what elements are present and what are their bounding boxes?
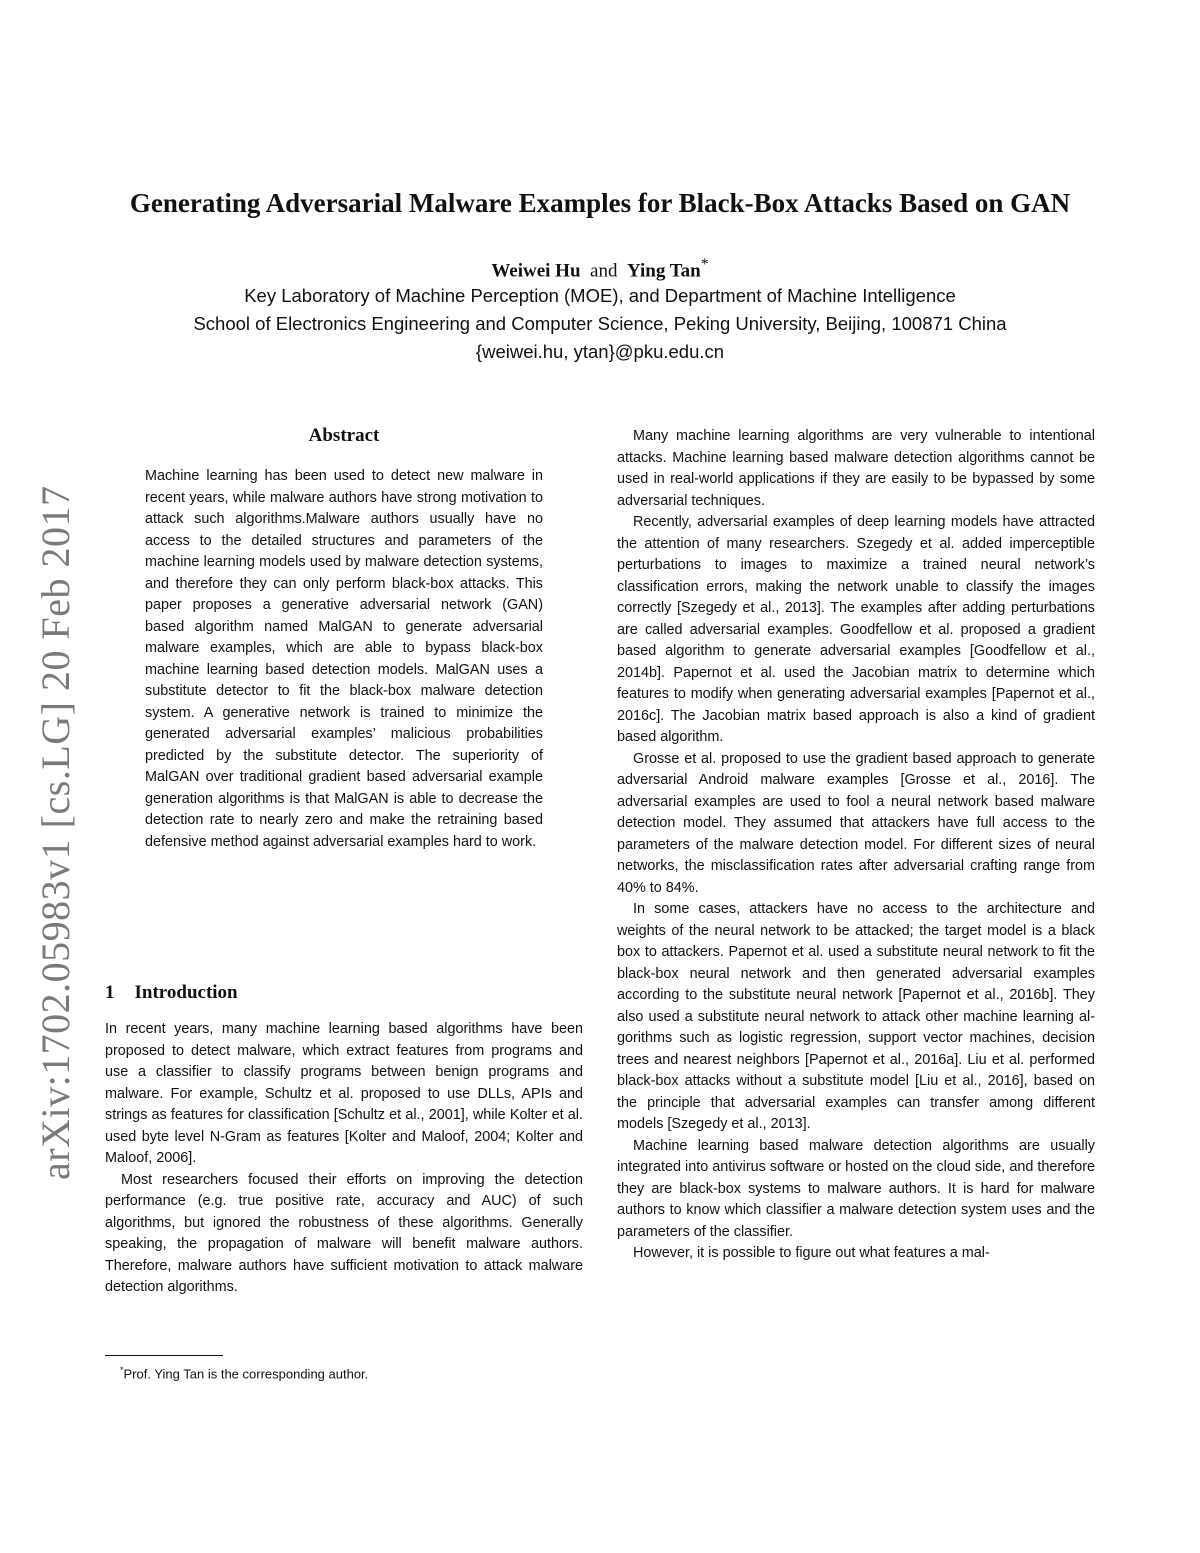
paragraph: Most researchers focused their efforts on improving the detection performance (e.g. true positive rate, accuracy and AUC) of such algorithms, but ignored the robustness of these algorithms. Generally speaking, the propagation of malware will benefit malware authors. Therefore, malware authors have sufficient motivation to attack malware detection algorithms. [105,1171,583,1295]
footnote-divider [105,1355,223,1356]
left-column-body [105,1019,583,1299]
author-name-2: Ying Tan [626,260,701,282]
paragraph: Many machine learning algorithms are very vulnerable to intentional attacks. Machine learning based malware detection algorithms cannot be used in real-world applications if they are easily to be bypassed by some adversarial techniques. [617,428,1095,509]
paragraph: Machine learning based malware detection algorithms are usually integrated into antivirus software or hosted on the cloud side, and therefore they are black-box systems to malware authors. It is hard for malware authors to know which classifier a malware detection system uses and the parameters of the classifier. [617,1137,1095,1240]
paragraph: Recently, adversarial examples of deep learning models have attracted the attention of many researchers. Szegedy et al. added imperceptible perturbations to images to maximize a trained neural network’s classification errors, making the network unable to classify the images correctly [Szegedy et al., 2013]. The examples after adding perturbations are called adversarial examples. Goodfellow et al. proposed a gradient based algorithm to generate adversarial examples [Goodfellow et al., 2014b]. Papernot et al. used the Jacobian matrix to determine which features to modify when generating adversarial examples [Papernot et al., 2016c]. The Jacobian matrix based approach is also a kind of gradient based algorithm. [617,514,1095,745]
right-column-body [617,426,1095,1265]
paragraph: In some cases, attackers have no access to the architecture and weights of the neural network to be attacked; the target model is a black box to attackers. Papernot et al. used a substitute neural network to fit the black-box neural network and then generated adversarial examples according to the substitute neural network [Papernot et al., 2016b]. They also used a substitute neural network to attack other machine learning algorithms such as logistic regression, support vector machines, decision trees and nearest neighbors [Papernot et al., 2016a]. Liu et al. performed black-box attacks without a substitute model [Liu et al., 2016], based on the principle that adversarial examples can transfer among different models [Szegedy et al., 2013]. [617,901,1095,1132]
footnote [120,1360,368,1384]
section-heading-introduction [105,982,238,1004]
affiliation-line-2: School of Electronics Engineering and Computer Science, Peking University, Beijing, 100871 China [193,313,1007,334]
abstract-heading: Abstract [308,425,380,446]
section-number: 1 [105,982,115,1003]
paper-title: Generating Adversarial Malware Examples for Black-Box Attacks Based on GAN [129,188,1071,218]
paragraph: However, it is possible to figure out what features a mal- [633,1245,990,1261]
affiliation-line-1: Key Laboratory of Machine Perception (MOE), and Department of Machine Intelligence [244,285,956,306]
author-email: {weiwei.hu, ytan}@pku.edu.cn [475,341,725,362]
footnote-text: Prof. Ying Tan is the corresponding author. [123,1366,369,1382]
arxiv-identifier-stamp: arXiv:1702.05983v1 [cs.LG] 20 Feb 2017 [33,485,78,1180]
author-conjunction: and [590,260,618,282]
footnote-mark: * [120,1365,124,1375]
abstract-body: Machine learning has been used to detect new malware in recent years, while malware authors have strong motivation to attack such algorithms.Malware authors usually have no access to the detailed structures and parameters of the machine learning models used by malware detection systems, and therefore they can only perform black-box attacks. This paper proposes a generative adversarial network (GAN) based algorithm named MalGAN to generate adversarial malware examples, which are able to bypass black-box machine learning based detection models. MalGAN uses a substitute detector to fit the black-box malware detection system. A generative network is trained to minimize the generated adversarial examples’ malicious probabilities predicted by the substitute detector. The superiority of MalGAN over traditional gradient based adversarial example generation algorithms is that MalGAN is able to decrease the detection rate to nearly zero and make the retraining based defensive method against adversarial examples hard to work. [145,468,543,850]
paragraph: Grosse et al. proposed to use the gradient based approach to generate adversarial Android malware examples [Grosse et al., 2016]. The adversarial examples are used to fool a neural network based malware detection model. They assumed that attackers have full access to the parameters of the malware detection model. For different sizes of neural networks, the misclassification rates after adversarial crafting range from 40% to 84%. [617,750,1095,896]
author-name-1: Weiwei Hu [491,260,581,282]
author-line [60,256,1140,282]
paragraph: In recent years, many machine learning based algorithms have been proposed to detect malware, which extract features from programs and use a classifier to classify programs between benign programs and malware. For example, Schultz et al. proposed to use DLLs, APIs and strings as features for classification [Schultz et al., 2001], while Kolter et al. used byte level N-Gram as features [Kolter and Maloof, 2004; Kolter and Maloof, 2006]. [105,1021,583,1166]
corresponding-author-mark: * [700,256,709,273]
section-title: Introduction [134,982,238,1003]
